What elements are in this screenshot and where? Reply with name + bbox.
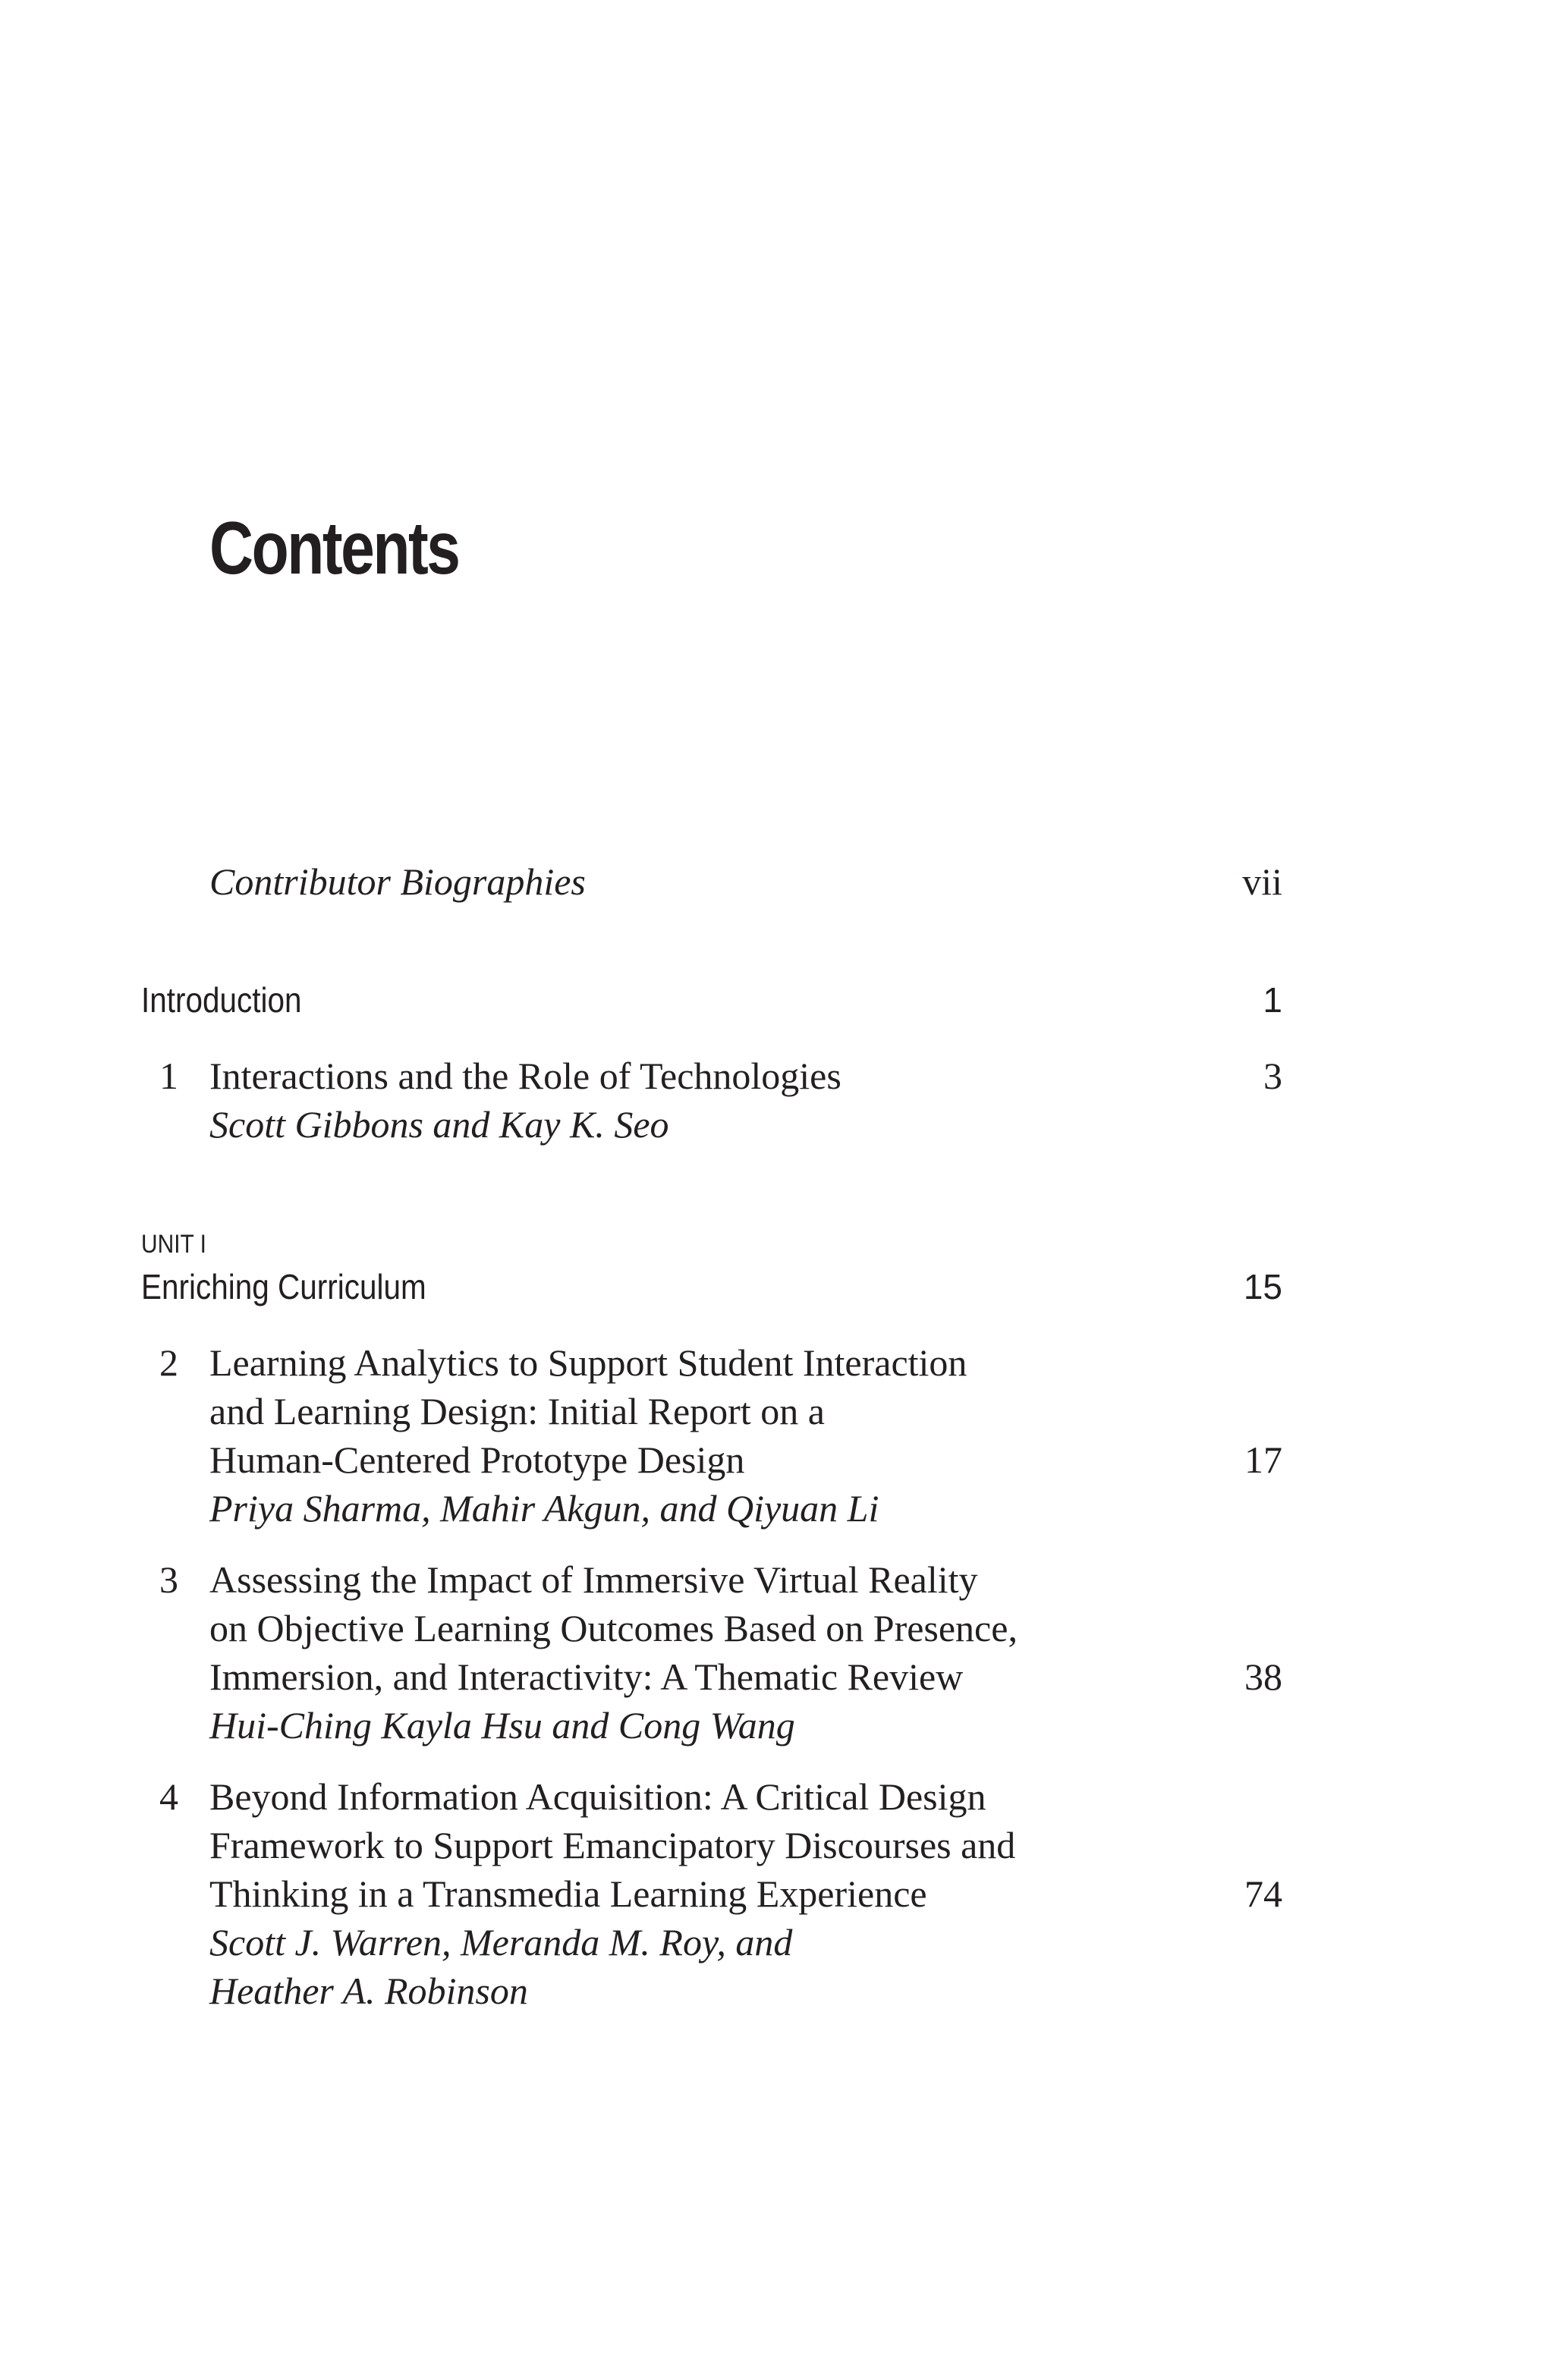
chapter-title-line: Interactions and the Role of Technologies	[209, 1055, 841, 1097]
chapter-number: 2	[159, 1341, 178, 1384]
toc-entry-front-matter[interactable]	[209, 857, 1282, 906]
chapter-number: 1	[159, 1055, 178, 1097]
toc-chapter-4[interactable]	[141, 1772, 1282, 2015]
chapter-number: 3	[159, 1558, 178, 1601]
section-page: 15	[1243, 1267, 1282, 1306]
chapter-title-line: Immersion, and Interactivity: A Thematic Review	[209, 1655, 964, 1698]
chapter-page: 38	[1244, 1655, 1282, 1698]
chapter-page: 74	[1244, 1872, 1282, 1915]
chapter-authors: Hui-Ching Kayla Hsu and Cong Wang	[209, 1704, 795, 1746]
chapter-authors: Scott J. Warren, Meranda M. Roy, and	[209, 1921, 793, 1963]
chapter-title-line: Beyond Information Acquisition: A Critical Design	[209, 1775, 986, 1818]
section-heading-introduction[interactable]	[141, 977, 1282, 1023]
chapter-title-line: and Learning Design: Initial Report on a	[209, 1390, 825, 1432]
chapter-title-line: Human-Centered Prototype Design	[209, 1438, 745, 1481]
chapter-page: 3	[1263, 1055, 1282, 1097]
chapter-number: 4	[159, 1775, 178, 1818]
section-title: Enriching Curriculum	[141, 1267, 426, 1306]
unit-label: UNIT I	[141, 1230, 206, 1259]
section-page: 1	[1263, 980, 1282, 1020]
toc-chapter-2[interactable]	[141, 1338, 1282, 1533]
chapter-authors: Scott Gibbons and Kay K. Seo	[209, 1103, 669, 1146]
chapter-title-line: on Objective Learning Outcomes Based on Presence,	[209, 1607, 1018, 1649]
page-title: Contents	[209, 506, 459, 589]
chapter-title-line: Framework to Support Emancipatory Discourses and	[209, 1824, 1016, 1866]
chapter-authors: Priya Sharma, Mahir Akgun, and Qiyuan Li	[209, 1487, 879, 1530]
section-heading-unit-1[interactable]	[141, 1264, 1282, 1309]
toc-chapter-1[interactable]	[141, 1052, 1282, 1149]
toc-entry-page: vii	[1242, 860, 1282, 903]
toc-entry-title: Contributor Biographies	[209, 860, 586, 903]
chapter-title-line: Learning Analytics to Support Student Interaction	[209, 1341, 967, 1384]
chapter-authors: Heather A. Robinson	[209, 1970, 528, 2012]
chapter-title-line: Thinking in a Transmedia Learning Experience	[209, 1872, 927, 1915]
chapter-title-line: Assessing the Impact of Immersive Virtual Reality	[209, 1558, 978, 1601]
toc-chapter-3[interactable]	[141, 1555, 1282, 1750]
section-title: Introduction	[141, 980, 302, 1020]
chapter-page: 17	[1244, 1438, 1282, 1481]
